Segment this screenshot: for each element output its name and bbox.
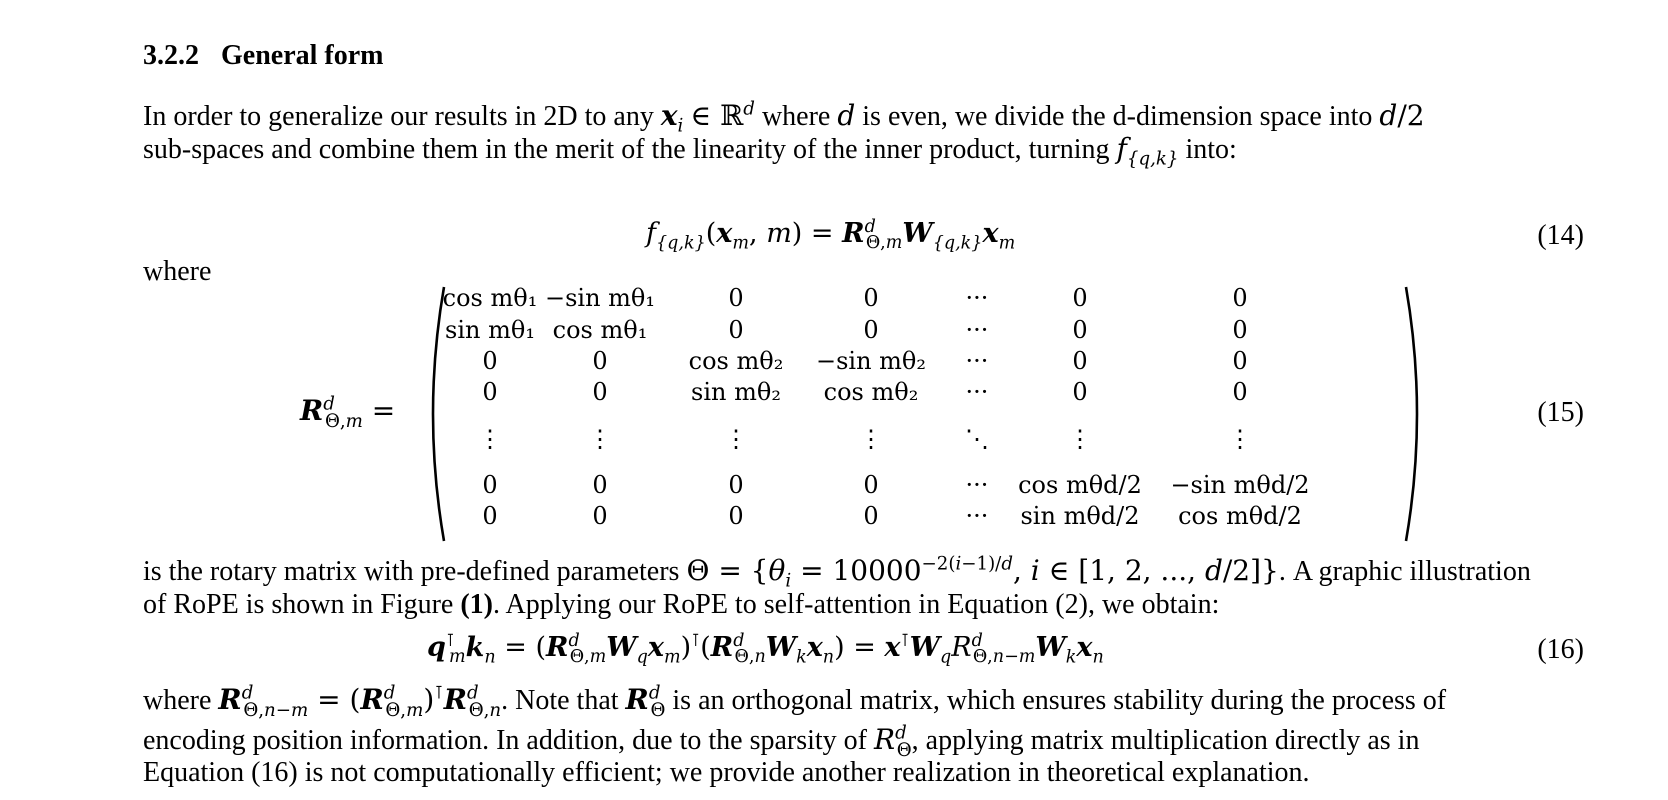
figure-ref[interactable]: (1) bbox=[460, 589, 494, 620]
matrix-cell: cos mθ₁ bbox=[552, 316, 648, 344]
matrix-cell: 0 bbox=[863, 284, 879, 312]
closing-line-2: encoding position information. In addition, due to the sparsity of $R^d_\Theta$, applying matrix multiplication directly as in bbox=[143, 722, 1420, 761]
intro-line-1: In order to generalize our results in 2D to any $x_i$ ∈ ℝ$^d$ where d is even, we divide the d-dimension space into d/2 bbox=[143, 98, 1425, 137]
matrix-cell: 0 bbox=[728, 502, 744, 530]
matrix-cell: ··· bbox=[965, 471, 989, 499]
matrix-cell: sin mθ₂ bbox=[691, 378, 781, 406]
closing-line-3: Equation (16) is not computationally efficient; we provide another realization in theoretical explanation. bbox=[143, 757, 1310, 788]
matrix-cell: cos mθd/2 bbox=[1018, 471, 1142, 499]
equation-16-number: (16) bbox=[1537, 634, 1584, 665]
matrix-cell: 0 bbox=[482, 471, 498, 499]
matrix-cell: cos mθd/2 bbox=[1178, 502, 1302, 530]
matrix-left-paren bbox=[433, 287, 444, 541]
equation-16: $q^⊺_mk_n = (R^d_{\Theta,m}W_qx_m)^⊺(R^d_{\Theta,n}W_kx_n) = x^⊺W_qR^d_{\Theta,n-m}W_kx_n$ bbox=[427, 631, 1104, 668]
closing-line-1: where $R^d_{\Theta,n-m} = (R^d_{\Theta,m})^⊺R^d_{\Theta,n}$. Note that $R^d_\Theta$ is an orthogonal matrix, which ensures stability during the process of bbox=[143, 682, 1447, 721]
intro-line-2: sub-spaces and combine them in the merit of the linearity of the inner product, turning $f_{\{q,k\}}$ into: bbox=[143, 132, 1237, 170]
matrix-cell: 0 bbox=[1232, 284, 1248, 312]
matrix-cell: 0 bbox=[592, 471, 608, 499]
matrix-cell: ··· bbox=[965, 347, 989, 375]
equation-15-number: (15) bbox=[1537, 397, 1584, 428]
matrix-cell: 0 bbox=[592, 347, 608, 375]
matrix-cell: ⋱ bbox=[965, 425, 989, 453]
section-number: 3.2.2 bbox=[143, 40, 199, 71]
matrix-cell: ⋮ bbox=[1228, 425, 1252, 453]
matrix-cell: cos mθ₂ bbox=[688, 347, 784, 375]
where-label: where bbox=[143, 256, 212, 287]
matrix-cell: ⋮ bbox=[588, 425, 612, 453]
matrix-cell: −sin mθd/2 bbox=[1170, 471, 1310, 499]
matrix-cell: ··· bbox=[965, 378, 989, 406]
matrix-right-paren bbox=[1406, 287, 1417, 541]
matrix-cell: 0 bbox=[1072, 284, 1088, 312]
matrix-cell: −sin mθ₂ bbox=[815, 347, 927, 375]
rotary-matrix bbox=[420, 283, 1430, 545]
matrix-cell: 0 bbox=[1232, 378, 1248, 406]
matrix-cell: 0 bbox=[863, 316, 879, 344]
matrix-cell: 0 bbox=[482, 502, 498, 530]
matrix-cell: 0 bbox=[728, 316, 744, 344]
after-matrix-line-1: is the rotary matrix with pre-defined parameters $\Theta = \{\theta_i = 10000^{-2(i-1)/d}$, i ∈ [1, 2, ..., d/2]}. A graphic illustration bbox=[143, 553, 1531, 592]
matrix-cell: sin mθd/2 bbox=[1020, 502, 1140, 530]
matrix-cell: −sin mθ₁ bbox=[544, 284, 656, 312]
matrix-cell: ··· bbox=[965, 502, 989, 530]
section-heading bbox=[143, 40, 384, 72]
matrix-cell: ··· bbox=[965, 316, 989, 344]
matrix-cell: 0 bbox=[1072, 316, 1088, 344]
matrix-cell: cos mθ₂ bbox=[823, 378, 919, 406]
matrix-cell: 0 bbox=[592, 502, 608, 530]
matrix-cell: ⋮ bbox=[1068, 425, 1092, 453]
matrix-cell: ··· bbox=[965, 284, 989, 312]
matrix-lhs: $R^d_{\Theta,m}$ = bbox=[300, 393, 396, 432]
matrix-cell: ⋮ bbox=[478, 425, 502, 453]
section-title: General form bbox=[221, 40, 384, 71]
matrix-cell: 0 bbox=[1072, 347, 1088, 375]
matrix-cell: ⋮ bbox=[859, 425, 883, 453]
after-matrix-line-2: of RoPE is shown in Figure (1). Applying our RoPE to self-attention in Equation (2), we obtain: bbox=[143, 589, 1220, 620]
matrix-cell: 0 bbox=[482, 347, 498, 375]
equation-14-number: (14) bbox=[1537, 220, 1584, 251]
matrix-cell: 0 bbox=[592, 378, 608, 406]
matrix-cell: 0 bbox=[482, 378, 498, 406]
equation-14: $f_{\{q,k\}}(x_m$, $m) = R^d_{\Theta,m}W_{\{q,k\}}x_m$ bbox=[646, 217, 1016, 254]
matrix-cell: 0 bbox=[728, 471, 744, 499]
matrix-cell: 0 bbox=[1232, 347, 1248, 375]
matrix-cell: 0 bbox=[863, 471, 879, 499]
matrix-cell: sin mθ₁ bbox=[445, 316, 535, 344]
matrix-cell: 0 bbox=[1072, 378, 1088, 406]
matrix-cell: 0 bbox=[1232, 316, 1248, 344]
matrix-cell: 0 bbox=[728, 284, 744, 312]
matrix-cell: cos mθ₁ bbox=[442, 284, 538, 312]
matrix-cell: 0 bbox=[863, 502, 879, 530]
matrix-cell: ⋮ bbox=[724, 425, 748, 453]
